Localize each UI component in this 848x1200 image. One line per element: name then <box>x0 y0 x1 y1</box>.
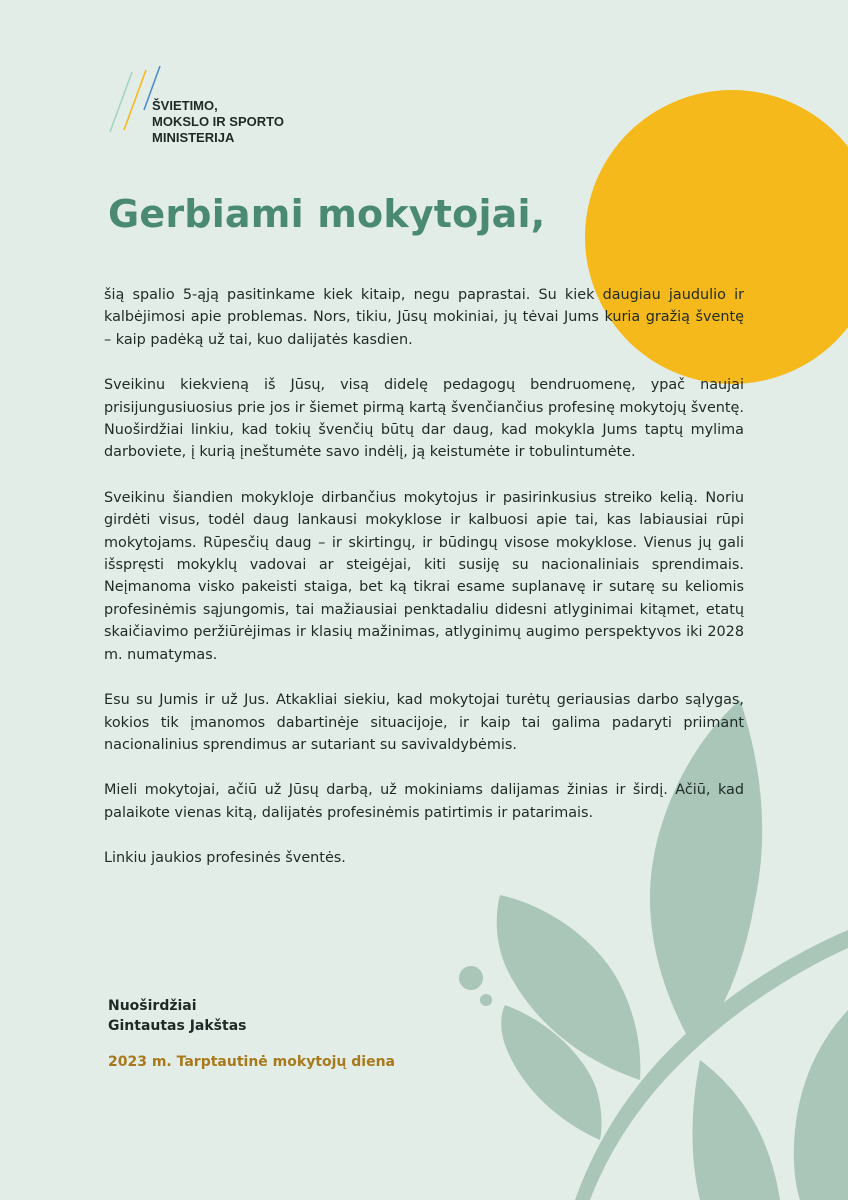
signature-closing: Nuoširdžiai <box>108 998 197 1014</box>
logo-line-2: MOKSLO IR SPORTO <box>152 114 284 129</box>
logo-text <box>152 98 382 146</box>
paragraph-1: šią spalio 5-ąją pasitinkame kiek kitaip, negu paprastai. Su kiek daugiau jaudulio ir kalbėjimosi apie problemas. Nors, tikiu, Jūsų mokiniai, jų tėvai Jums kuria gražią šventę – kaip padėką už tai, kuo dalijatės kasdien. <box>104 287 744 348</box>
paragraph-3: Sveikinu šiandien mokykloje dirbančius mokytojus ir pasirinkusius streiko kelią. Noriu girdėti visus, todėl daug lankausi mokyklose ir kalbuosi apie tai, kas labiausiai rūpi mokytojams. Rūpesčių daug – ir skirtingų, ir būdingų visose mokyklose. Vienus jų gali išspręsti mokyklų vadovai ar steigėjai, kiti susiję su nacionaliniais sprendimais. Neįmanoma visko pakeisti staiga, bet ką tikrai esame suplanavę ir sutarę su keliomis profesinėmis sąjungomis, tai mažiausiai penktadaliu didesni atlyginimai kitąmet, etatų skaičiavimo peržiūrėjimas ir klasių mažinimas, atlyginimų augimo perspektyvos iki 2028 m. numatymas. <box>104 489 744 663</box>
greeting-heading: Gerbiami mokytojai, <box>108 192 546 236</box>
paragraph-2: Sveikinu kiekvieną iš Jūsų, visą didelę pedagogų bendruomenę, ypač naujai prisijungusiuosius prie jos ir šiemet pirmą kartą švenčiančius profesinę mokytojų šventę. Nuoširdžiai linkiu, kad tokių švenčių būtų dar daug, kad mokykla Jums taptų mylima darboviete, į kurią įneštumėte savo indėlį, ją keistumėte ir tobulintumėte. <box>104 377 744 461</box>
paragraph-6: Linkiu jaukios profesinės šventės. <box>104 850 346 867</box>
signature-name: Gintautas Jakštas <box>108 1018 247 1034</box>
occasion-date: 2023 m. Tarptautinė mokytojų diena <box>108 1054 395 1070</box>
logo-line-1: ŠVIETIMO, <box>152 98 218 113</box>
paragraph-4: Esu su Jumis ir už Jus. Atkakliai siekiu, kad mokytojai turėtų geriausias darbo sąlygas, kokios tik įmanomos dabartinėje situacijoje, ir kaip tai galima padaryti priimant nacionalinius sprendimus ar sutariant su savivaldybėmis. <box>104 692 744 753</box>
paragraph-5: Mieli mokytojai, ačiū už Jūsų darbą, už mokiniams dalijamas žinias ir širdį. Ačiū, kad palaikote vienas kitą, dalijatės profesinėmis patirtimis ir patarimais. <box>104 782 744 821</box>
letter-body <box>104 284 744 893</box>
signature-block <box>108 996 246 1036</box>
logo-line-3: MINISTERIJA <box>152 130 235 145</box>
